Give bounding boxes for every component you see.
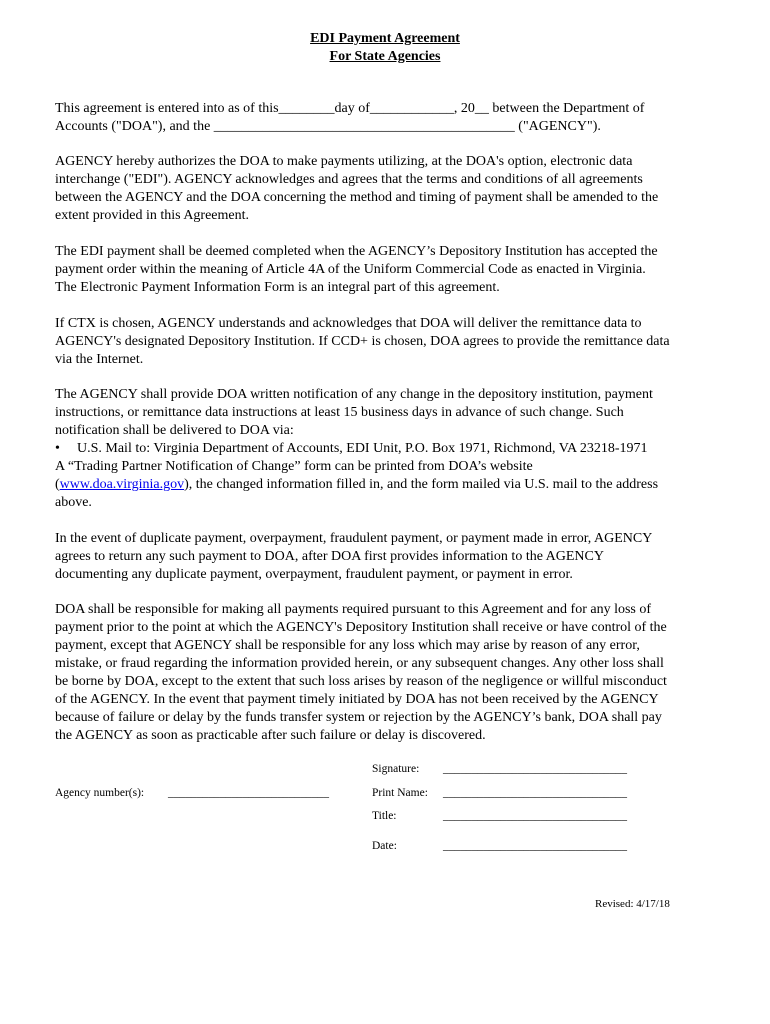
para-line: payment order within the meaning of Article 4A of the Uniform Commercial Code as enacted in Virginia. xyxy=(55,262,646,277)
para-line: payment, except that AGENCY shall be responsible for any loss which may arise by reason of any error, xyxy=(55,638,640,653)
agency-number-field[interactable]: ____________________________ xyxy=(168,787,329,799)
intro-line-1: This agreement is entered into as of this________day of____________, 20__ between the Department of xyxy=(55,101,645,116)
print-name-field[interactable]: ________________________________ xyxy=(443,787,627,799)
para-line: above. xyxy=(55,495,92,510)
mail-bullet-item xyxy=(55,440,720,458)
document-title xyxy=(0,30,770,66)
remittance-paragraph xyxy=(55,315,720,369)
bullet-text: U.S. Mail to: Virginia Department of Accounts, EDI Unit, P.O. Box 1971, Richmond, VA 23218-1971 xyxy=(77,441,648,456)
para-line: agrees to return any such payment to DOA, after DOA first provides information to the AGENCY xyxy=(55,549,604,564)
completion-paragraph xyxy=(55,243,720,297)
para-line: The AGENCY shall provide DOA written notification of any change in the depository institution, payment xyxy=(55,387,653,402)
title-line-2: For State Agencies xyxy=(329,49,441,64)
agency-number-label: Agency number(s): xyxy=(55,787,145,799)
para-line: AGENCY hereby authorizes the DOA to make payments utilizing, at the DOA's option, electronic data xyxy=(55,154,633,169)
revised-date: Revised: 4/17/18 xyxy=(595,898,670,910)
para-line: payment prior to the point at which the AGENCY's Depository Institution shall receive or have control of the xyxy=(55,620,667,635)
para-line: because of failure or delay by the funds transfer system or rejection by the AGENCY’s bank, DOA shall pay xyxy=(55,710,662,725)
para-line: notification shall be delivered to DOA via: xyxy=(55,423,294,438)
para-line: interchange ("EDI"). AGENCY acknowledges and agrees that the terms and conditions of all agreements xyxy=(55,172,643,187)
paren: ( xyxy=(55,477,60,492)
para-line: In the event of duplicate payment, overpayment, fraudulent payment, or payment made in error, AGENCY xyxy=(55,531,653,546)
signature-field[interactable]: ________________________________ xyxy=(443,763,627,775)
title-label: Title: xyxy=(372,810,397,822)
para-line: be borne by DOA, except to the extent that such loss arises by reason of the negligence or willful misconduct xyxy=(55,674,667,689)
para-line: instructions, or remittance data instructions at least 15 business days in advance of such change. Such xyxy=(55,405,624,420)
para-line: via the Internet. xyxy=(55,352,144,367)
para-line: The EDI payment shall be deemed completed when the AGENCY’s Depository Institution has accepted the xyxy=(55,244,658,259)
para-line: DOA shall be responsible for making all payments required pursuant to this Agreement and for any loss of xyxy=(55,602,652,617)
signature-label: Signature: xyxy=(372,763,420,775)
para-line: extent provided in this Agreement. xyxy=(55,208,250,223)
para-line: The Electronic Payment Information Form is an integral part of this agreement. xyxy=(55,280,500,295)
duplicate-payment-paragraph xyxy=(55,530,720,584)
para-line: AGENCY's designated Depository Institution. If CCD+ is chosen, DOA agrees to provide the remittance data xyxy=(55,334,670,349)
para-line: documenting any duplicate payment, overpayment, fraudulent payment, or payment in error. xyxy=(55,567,573,582)
after-link-text: ), the changed information filled in, and the form mailed via U.S. mail to the address xyxy=(184,477,659,492)
para-line: If CTX is chosen, AGENCY understands and acknowledges that DOA will deliver the remittance data to xyxy=(55,316,642,331)
para-line: mistake, or fraud regarding the information provided herein, or any subsequent changes. Any other loss shall xyxy=(55,656,664,671)
para-line: the AGENCY as soon as practicable after such failure or delay is discovered. xyxy=(55,728,486,743)
para-line: of the AGENCY. In the event that payment timely initiated by DOA has not been received by the AGENCY xyxy=(55,692,659,707)
intro-line-2: Accounts ("DOA"), and the ___________________________________________ ("AGENCY"). xyxy=(55,119,601,134)
title-line-1: EDI Payment Agreement xyxy=(310,31,460,46)
para-line: between the AGENCY and the DOA concerning the method and timing of payment shall be amended to the xyxy=(55,190,659,205)
intro-paragraph xyxy=(55,100,720,136)
authorization-paragraph xyxy=(55,153,720,225)
date-field[interactable]: ________________________________ xyxy=(443,840,627,852)
bullet-icon: • xyxy=(55,441,60,456)
para-line-with-link xyxy=(55,476,720,494)
date-label: Date: xyxy=(372,840,397,852)
notification-paragraph xyxy=(55,386,720,512)
responsibility-paragraph xyxy=(55,601,720,745)
doa-website-link[interactable]: www.doa.virginia.gov xyxy=(59,477,185,492)
title-field[interactable]: ________________________________ xyxy=(443,810,627,822)
print-name-label: Print Name: xyxy=(372,787,428,799)
para-line: A “Trading Partner Notification of Change” form can be printed from DOA’s website xyxy=(55,459,533,474)
